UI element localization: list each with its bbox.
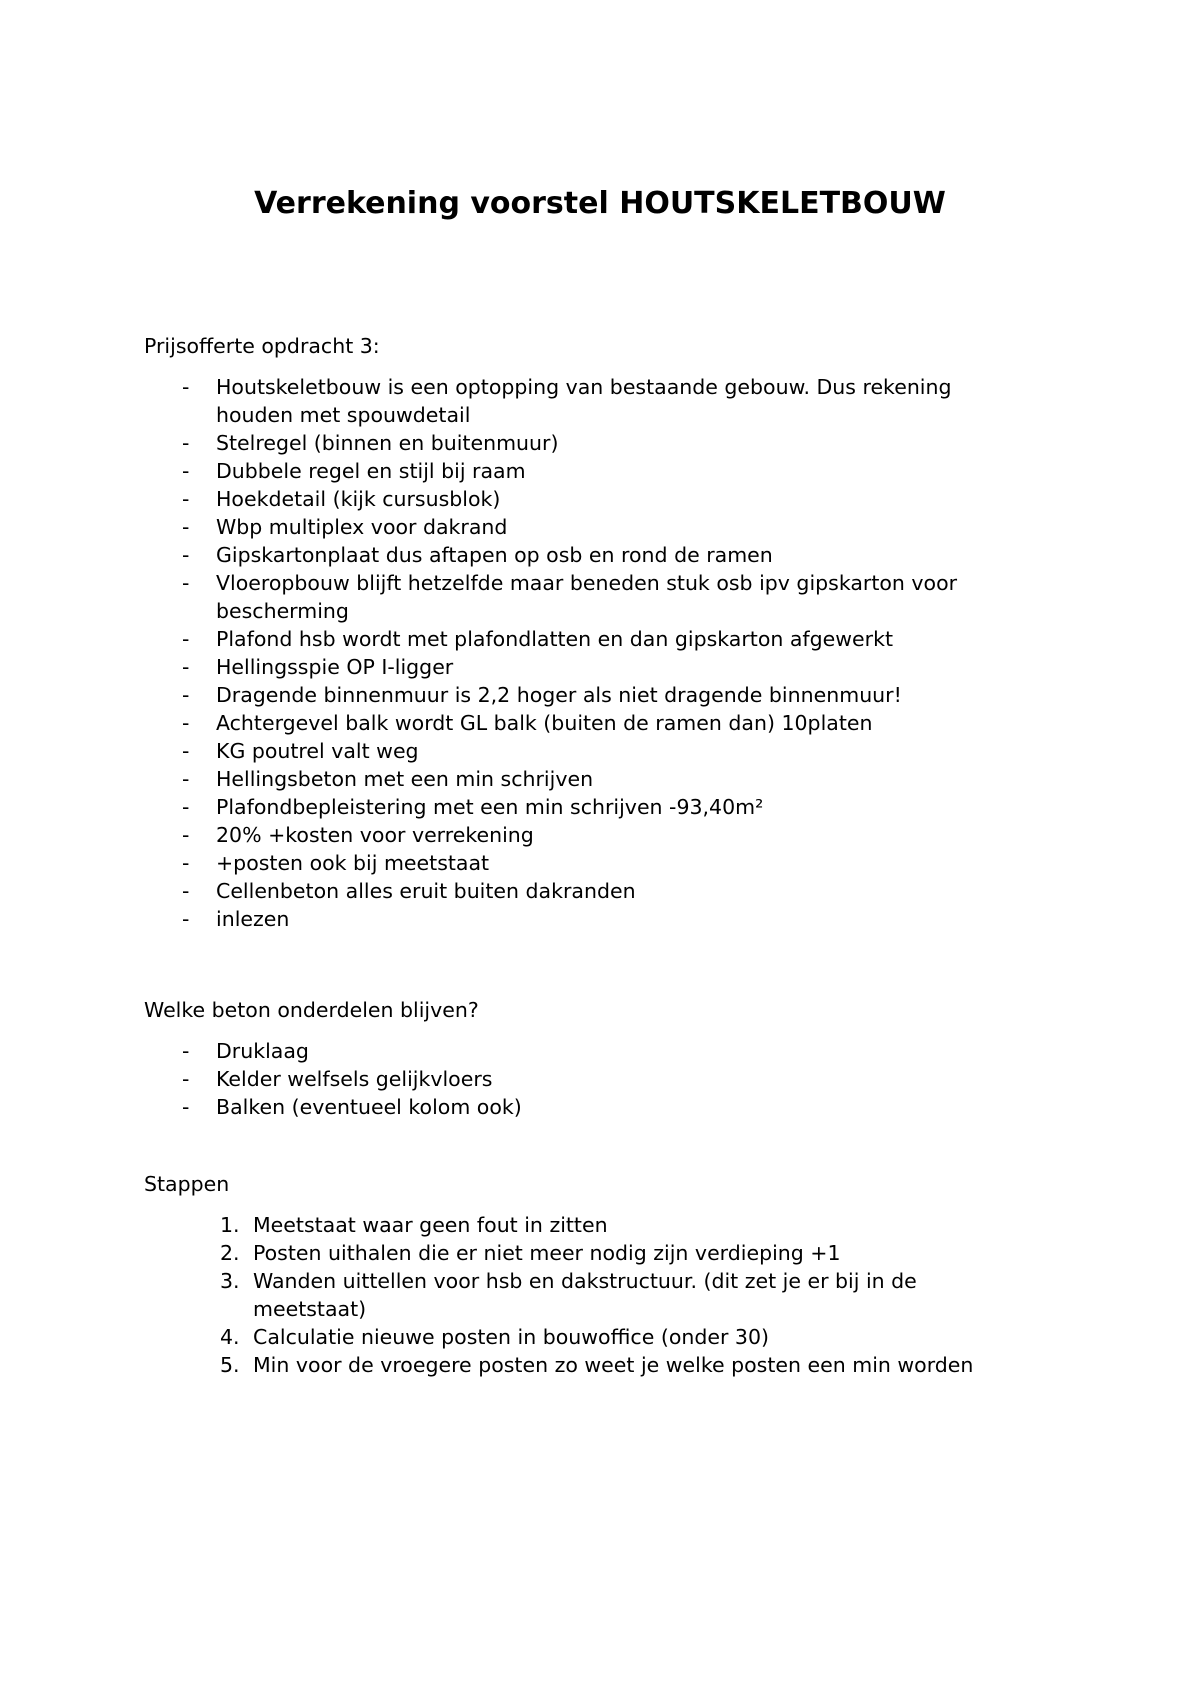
list-item bbox=[144, 457, 1004, 485]
list-item-text: Calculatie nieuwe posten in bouwoffice (onder 30) bbox=[253, 1325, 770, 1349]
section-heading: Welke beton onderdelen blijven? bbox=[144, 998, 479, 1022]
list-marker: - bbox=[182, 795, 190, 819]
list-marker: 1. bbox=[220, 1213, 240, 1237]
list-marker: - bbox=[182, 1095, 190, 1119]
list-marker: - bbox=[182, 851, 190, 875]
section-heading: Stappen bbox=[144, 1172, 230, 1196]
list-item-text: Balken (eventueel kolom ook) bbox=[216, 1095, 522, 1119]
list-item-text: Meetstaat waar geen fout in zitten bbox=[253, 1213, 608, 1237]
list-item bbox=[144, 1037, 1064, 1065]
list-item bbox=[144, 709, 1004, 737]
list-item bbox=[144, 1267, 1014, 1323]
list-item bbox=[144, 429, 1004, 457]
list-item bbox=[144, 905, 1004, 933]
list-item-text: Gipskartonplaat dus aftapen op osb en rond de ramen bbox=[216, 543, 773, 567]
list-item-text: Hoekdetail (kijk cursusblok) bbox=[216, 487, 501, 511]
list-item bbox=[144, 1211, 1014, 1239]
list-item-text: Posten uithalen die er niet meer nodig zijn verdieping +1 bbox=[253, 1241, 841, 1265]
list-item-text: Vloeropbouw blijft hetzelfde maar beneden stuk osb ipv gipskarton voor bescherming bbox=[216, 571, 958, 623]
list-marker: - bbox=[182, 655, 190, 679]
bullet-list bbox=[144, 373, 1064, 933]
list-marker: - bbox=[182, 711, 190, 735]
list-item bbox=[144, 877, 1004, 905]
section-stappen bbox=[144, 1170, 1064, 1379]
document-title: Verrekening voorstel HOUTSKELETBOUW bbox=[254, 186, 946, 221]
list-marker: - bbox=[182, 739, 190, 763]
list-item-text: Kelder welfsels gelijkvloers bbox=[216, 1067, 493, 1091]
bullet-list bbox=[144, 1037, 1064, 1121]
list-item-text: Plafondbepleistering met een min schrijven -93,40m² bbox=[216, 795, 764, 819]
list-item bbox=[144, 541, 1004, 569]
list-item bbox=[144, 513, 1004, 541]
list-marker: - bbox=[182, 767, 190, 791]
list-item-text: Hellingsspie OP I-ligger bbox=[216, 655, 454, 679]
list-item-text: 20% +kosten voor verrekening bbox=[216, 823, 534, 847]
list-item bbox=[144, 1239, 1014, 1267]
list-item bbox=[144, 681, 1004, 709]
list-item-text: KG poutrel valt weg bbox=[216, 739, 419, 763]
list-marker: - bbox=[182, 515, 190, 539]
list-marker: - bbox=[182, 431, 190, 455]
list-item bbox=[144, 653, 1004, 681]
list-marker: - bbox=[182, 487, 190, 511]
section-heading: Prijsofferte opdracht 3: bbox=[144, 334, 380, 358]
list-marker: - bbox=[182, 571, 190, 595]
list-item-text: Achtergevel balk wordt GL balk (buiten de ramen dan) 10platen bbox=[216, 711, 873, 735]
list-item bbox=[144, 849, 1004, 877]
list-marker: - bbox=[182, 879, 190, 903]
list-item-text: +posten ook bij meetstaat bbox=[216, 851, 490, 875]
list-marker: 3. bbox=[220, 1269, 240, 1293]
list-item-text: Houtskeletbouw is een optopping van bestaande gebouw. Dus rekening houden met spouwdetail bbox=[216, 375, 952, 427]
list-item-text: Dubbele regel en stijl bij raam bbox=[216, 459, 526, 483]
list-item-text: Stelregel (binnen en buitenmuur) bbox=[216, 431, 559, 455]
list-marker: - bbox=[182, 907, 190, 931]
list-item bbox=[144, 373, 1004, 429]
list-item-text: Plafond hsb wordt met plafondlatten en dan gipskarton afgewerkt bbox=[216, 627, 893, 651]
list-item bbox=[144, 625, 1004, 653]
list-item-text: Dragende binnenmuur is 2,2 hoger als niet dragende binnenmuur! bbox=[216, 683, 902, 707]
list-marker: - bbox=[182, 683, 190, 707]
numbered-list bbox=[144, 1211, 1064, 1379]
list-item-text: inlezen bbox=[216, 907, 290, 931]
list-item bbox=[144, 1323, 1014, 1351]
list-item bbox=[144, 737, 1004, 765]
list-item bbox=[144, 1065, 1064, 1093]
list-marker: - bbox=[182, 1039, 190, 1063]
list-item bbox=[144, 1351, 1014, 1379]
list-item-text: Druklaag bbox=[216, 1039, 309, 1063]
section-prijsofferte bbox=[144, 332, 1064, 933]
list-item bbox=[144, 485, 1004, 513]
list-marker: - bbox=[182, 823, 190, 847]
list-item-text: Wanden uittellen voor hsb en dakstructuur. (dit zet je er bij in de meetstaat) bbox=[253, 1269, 917, 1321]
list-marker: - bbox=[182, 543, 190, 567]
list-item-text: Min voor de vroegere posten zo weet je welke posten een min worden bbox=[253, 1353, 974, 1377]
list-item bbox=[144, 821, 1004, 849]
list-item-text: Hellingsbeton met een min schrijven bbox=[216, 767, 594, 791]
list-marker: - bbox=[182, 1067, 190, 1091]
list-item bbox=[144, 765, 1004, 793]
list-item-text: Wbp multiplex voor dakrand bbox=[216, 515, 508, 539]
list-item bbox=[144, 1093, 1064, 1121]
list-item bbox=[144, 569, 1004, 625]
list-item bbox=[144, 793, 1004, 821]
list-marker: 5. bbox=[220, 1353, 240, 1377]
list-marker: 2. bbox=[220, 1241, 240, 1265]
list-marker: - bbox=[182, 375, 190, 399]
list-marker: 4. bbox=[220, 1325, 240, 1349]
list-item-text: Cellenbeton alles eruit buiten dakranden bbox=[216, 879, 636, 903]
list-marker: - bbox=[182, 459, 190, 483]
list-marker: - bbox=[182, 627, 190, 651]
section-beton-onderdelen bbox=[144, 996, 1064, 1121]
